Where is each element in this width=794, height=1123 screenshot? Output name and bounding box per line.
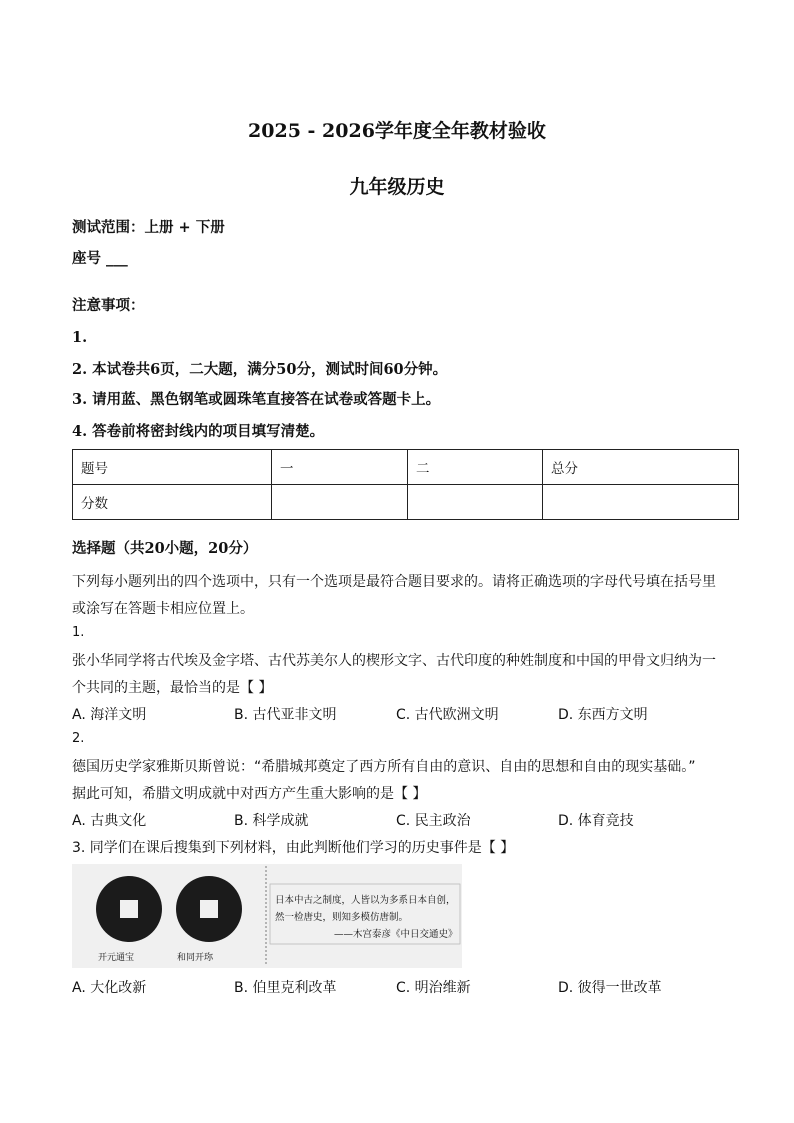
- option-d[interactable]: D. 彼得一世改革: [558, 980, 662, 996]
- question-stem: 个共同的主题，最恰当的是【 】: [72, 680, 273, 696]
- option-d[interactable]: D. 体育竞技: [558, 813, 634, 829]
- option-a[interactable]: A. 海洋文明: [72, 707, 147, 723]
- option-c[interactable]: C. 民主政治: [396, 813, 471, 829]
- table-header-cell: 总分: [543, 450, 739, 485]
- score-cell[interactable]: [408, 485, 543, 520]
- question-stem: 张小华同学将古代埃及金字塔、古代苏美尔人的楔形文字、古代印度的种姓制度和中国的甲骨文归纳为一: [72, 653, 716, 669]
- notes-item: 3. 请用蓝、黑色钢笔或圆珠笔直接答在试卷或答题卡上。: [72, 391, 441, 408]
- quote-source: ——木宫泰彦《中日交通史》: [334, 929, 458, 940]
- question-stem: 3. 同学们在课后搜集到下列材料，由此判断他们学习的历史事件是【 】: [72, 840, 515, 856]
- table-row: [73, 485, 739, 520]
- question-stem: 德国历史学家雅斯贝斯曾说：“希腊城邦奠定了西方所有自由的意识、自由的思想和自由的现实基础。”: [72, 759, 696, 775]
- test-scope: 测试范围：上册 + 下册: [72, 219, 225, 236]
- section-intro: 下列每小题列出的四个选项中，只有一个选项是最符合题目要求的。请将正确选项的字母代号填在括号里: [72, 574, 716, 590]
- quote-line: 日本中古之制度，人皆以为多系日本自创，: [275, 895, 456, 906]
- option-c[interactable]: C. 明治维新: [396, 980, 471, 996]
- score-cell[interactable]: [543, 485, 739, 520]
- notes-item: 4. 答卷前将密封线内的项目填写清楚。: [72, 423, 325, 440]
- question-stem: 据此可知，希腊文明成就中对西方产生重大影响的是【 】: [72, 786, 427, 802]
- notes-heading: 注意事项：: [72, 297, 145, 314]
- table-header-cell: 二: [408, 450, 543, 485]
- question-material-image: [72, 864, 462, 968]
- section-heading: 选择题（共20小题，20分）: [72, 540, 258, 557]
- option-a[interactable]: A. 古典文化: [72, 813, 147, 829]
- score-cell[interactable]: [272, 485, 408, 520]
- exam-subtitle: 九年级历史: [349, 176, 445, 198]
- coin-label: 和同开珎: [177, 953, 214, 963]
- quote-line: 然一检唐史，则知多模仿唐制。: [275, 912, 409, 923]
- table-header-cell: 一: [272, 450, 408, 485]
- table-row-label: 分数: [73, 485, 272, 520]
- seat-number: 座号 ___: [72, 250, 128, 267]
- score-table: [72, 449, 739, 520]
- table-header-cell: 题号: [73, 450, 272, 485]
- option-d[interactable]: D. 东西方文明: [558, 707, 648, 723]
- option-b[interactable]: B. 科学成就: [234, 813, 309, 829]
- option-b[interactable]: B. 伯里克利改革: [234, 980, 337, 996]
- notes-item: 2. 本试卷共6页，二大题，满分50分，测试时间60分钟。: [72, 361, 448, 378]
- option-b[interactable]: B. 古代亚非文明: [234, 707, 337, 723]
- option-c[interactable]: C. 古代欧洲文明: [396, 707, 499, 723]
- notes-item: 1.: [72, 329, 88, 346]
- coin-label: 开元通宝: [98, 953, 135, 963]
- option-a[interactable]: A. 大化改新: [72, 980, 147, 996]
- question-number: 2.: [72, 731, 85, 746]
- table-row: [73, 450, 739, 485]
- question-number: 1.: [72, 625, 85, 640]
- section-intro: 或涂写在答题卡相应位置上。: [72, 601, 254, 617]
- exam-title: 2025 - 2026学年度全年教材验收: [248, 120, 546, 142]
